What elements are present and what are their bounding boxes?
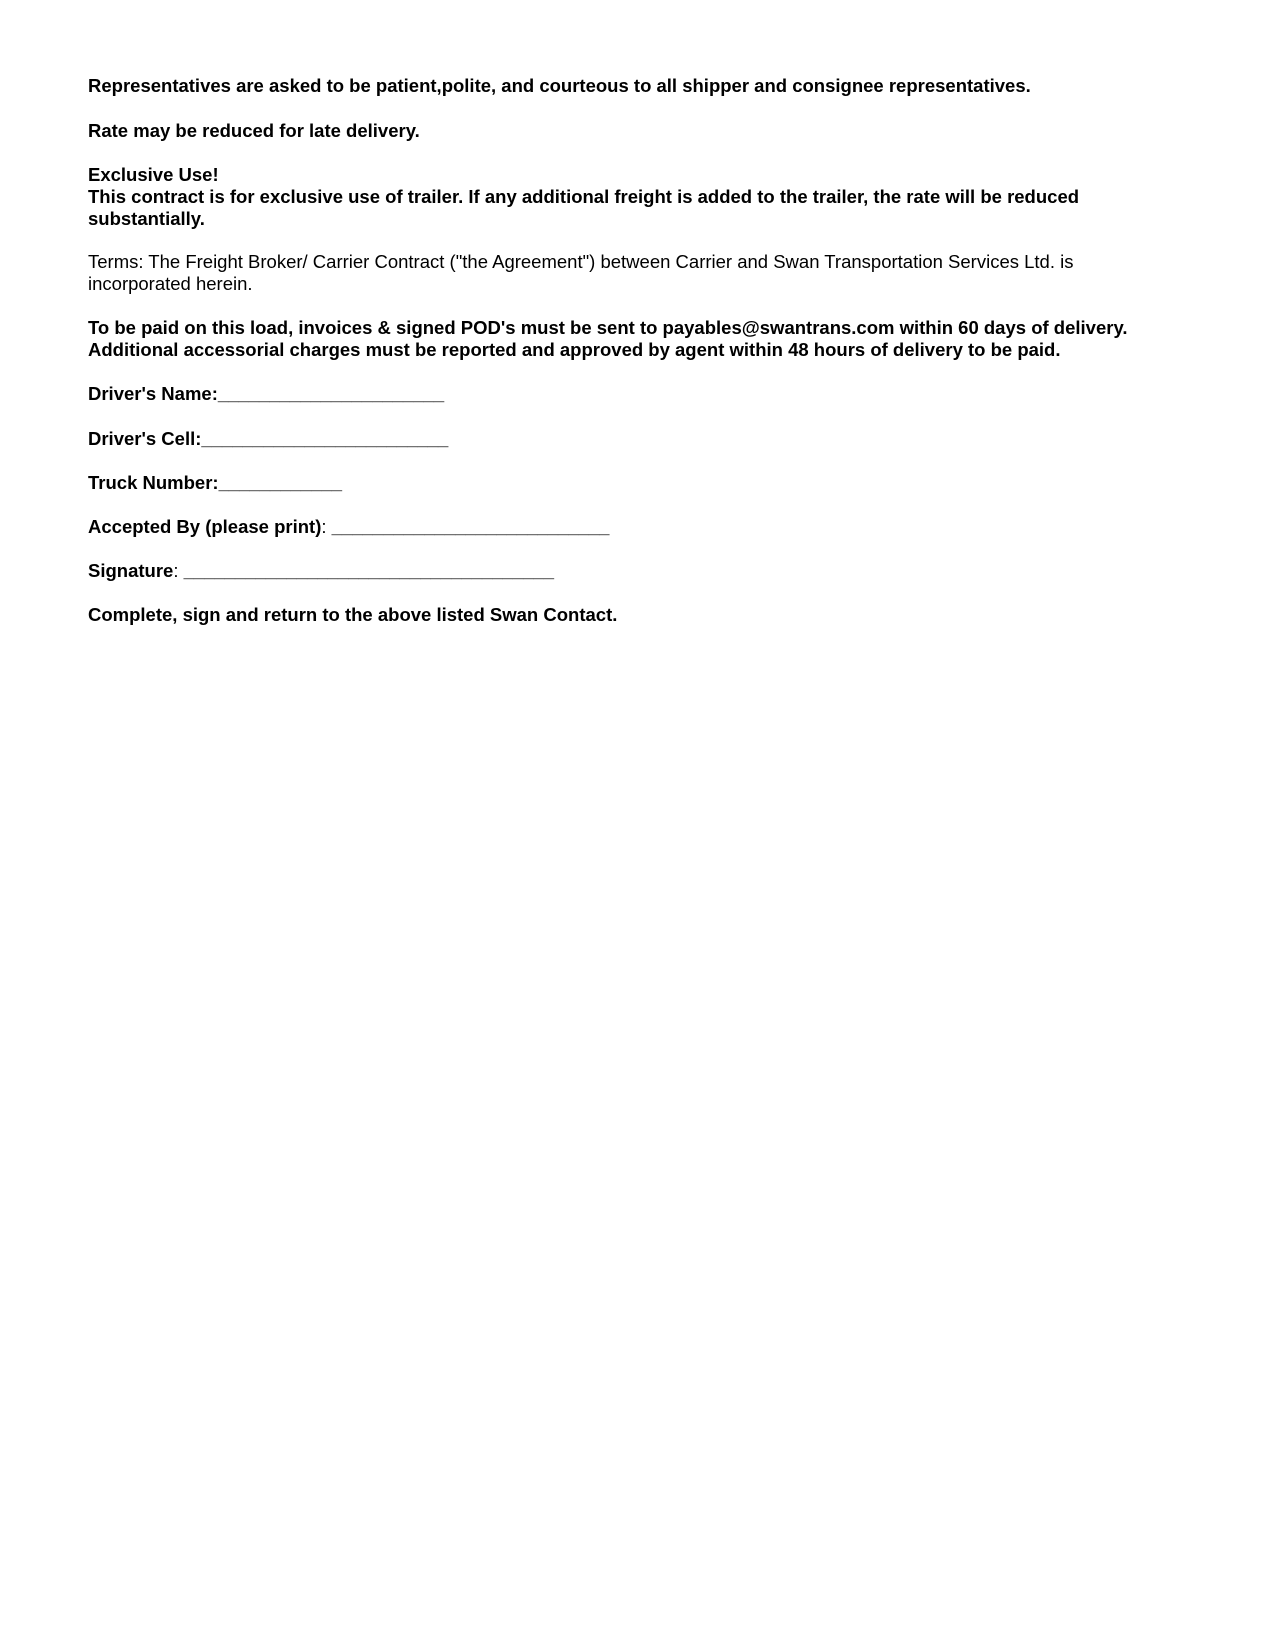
accepted-by-blank[interactable]: ___________________________	[326, 516, 610, 537]
terms-text-line2: incorporated herein.	[88, 273, 253, 294]
signature-field	[88, 560, 554, 582]
accepted-by-field	[88, 516, 609, 538]
payment-text-line2: Additional accessorial charges must be reported and approved by agent within 48 hours of delivery to be paid.	[88, 339, 1061, 360]
exclusive-use-text-line1: This contract is for exclusive use of trailer. If any additional freight is added to the trailer, the rate will be reduced	[88, 186, 1080, 207]
signature-label: Signature	[88, 560, 174, 581]
driver-name-label: Driver's Name:	[88, 383, 218, 404]
exclusive-use-text-line2: substantially.	[88, 208, 205, 229]
driver-name-field	[88, 383, 444, 405]
payment-text-line1: To be paid on this load, invoices & signed POD's must be sent to payables@swantrans.com within 60 days of delivery.	[88, 317, 1128, 338]
driver-cell-blank[interactable]: ________________________	[201, 428, 449, 449]
truck-number-field	[88, 472, 342, 494]
terms-text-line1: Terms: The Freight Broker/ Carrier Contract ("the Agreement") between Carrier and Swan Transportation Services Ltd. is	[88, 251, 1074, 272]
courtesy-paragraph: Representatives are asked to be patient,polite, and courteous to all shipper and consignee representatives.	[88, 75, 1031, 96]
driver-cell-field	[88, 428, 448, 450]
exclusive-use-heading: Exclusive Use!	[88, 164, 219, 185]
driver-name-blank[interactable]: ______________________	[217, 383, 445, 404]
accepted-by-colon: :	[321, 516, 327, 537]
closing-instruction: Complete, sign and return to the above listed Swan Contact.	[88, 604, 618, 625]
signature-colon: :	[173, 560, 179, 581]
accepted-by-label: Accepted By (please print)	[88, 516, 322, 537]
late-delivery-paragraph: Rate may be reduced for late delivery.	[88, 120, 420, 141]
truck-number-label: Truck Number:	[88, 472, 219, 493]
driver-cell-label: Driver's Cell:	[88, 428, 202, 449]
truck-number-blank[interactable]: ____________	[218, 472, 343, 493]
signature-blank[interactable]: ____________________________________	[178, 560, 555, 581]
